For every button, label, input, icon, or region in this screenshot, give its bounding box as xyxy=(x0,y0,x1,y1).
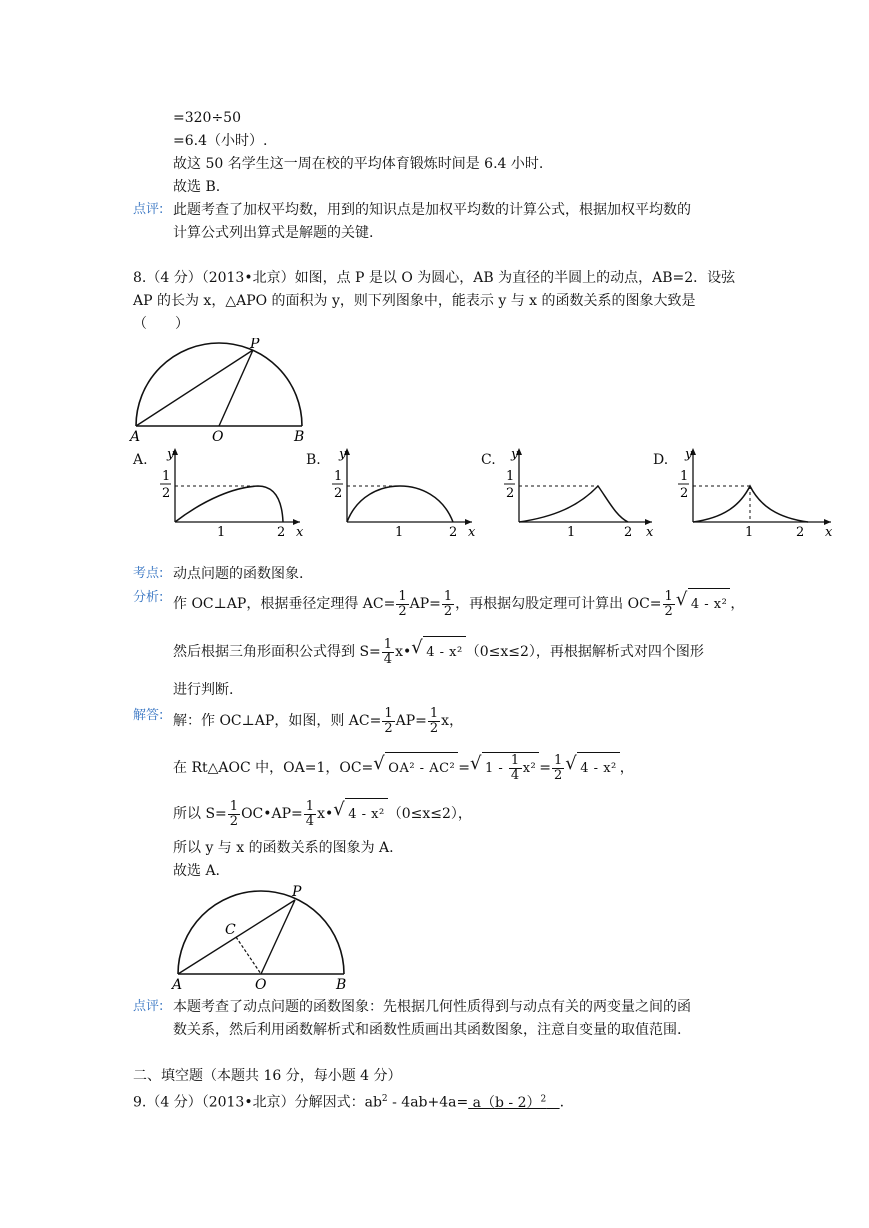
review-text-1: 此题考查了加权平均数，用到的知识点是加权平均数的计算公式，根据加权平均数的 xyxy=(173,202,691,218)
svg-text:y: y xyxy=(511,447,519,462)
fenxi-line-2: 然后根据三角形面积公式得到 S= $\frac{1}{4}$ x•√ 4 - x² （0≤x≤2），再根据解析式对四个图形 xyxy=(173,636,704,668)
jieda-line-2: 在 Rt△AOC 中，OA=1，OC=√ OA² - AC² =√ 1 - $\frac{1}{4}$ x² = $\frac{1}{2}$ √ 4 - x² ， xyxy=(173,752,634,784)
kaodian-tag: 考点: xyxy=(133,566,164,581)
review-8-text-1: 本题考查了动点问题的函数图象：先根据几何性质得到与动点有关的两变量之间的函 xyxy=(173,999,691,1015)
svg-text:O: O xyxy=(255,977,267,993)
svg-text:x: x xyxy=(825,525,833,540)
svg-text:2: 2 xyxy=(449,525,458,540)
review-tag: 点评: xyxy=(133,202,164,217)
conclusion-line: 故这 50 名学生这一周在校的平均体育锻炼时间是 6.4 小时. xyxy=(173,156,544,172)
option-c-label: C. xyxy=(481,452,496,468)
svg-text:2: 2 xyxy=(624,525,633,540)
question-9-answer: a（b - 2）$^2$ xyxy=(468,1094,547,1111)
svg-text:C: C xyxy=(225,922,236,938)
jieda-line-4: 所以 y 与 x 的函数关系的图象为 A. xyxy=(173,840,394,856)
semicircle-arc xyxy=(136,343,302,426)
fenxi-tag: 分析: xyxy=(133,590,164,605)
svg-text:1: 1 xyxy=(567,525,576,540)
option-b-label: B. xyxy=(306,452,321,468)
svg-text:y: y xyxy=(339,447,347,462)
svg-text:x: x xyxy=(468,525,476,540)
svg-text:2: 2 xyxy=(506,486,515,501)
jieda-line-1: 解：作 OC⊥AP，如图，则 AC= $\frac{1}{2}$ AP= $\frac{1}{2}$ x， xyxy=(173,705,464,736)
calc-line-2: =6.4（小时）. xyxy=(173,133,268,149)
section-2-title: 二、填空题（本题共 16 分，每小题 4 分） xyxy=(133,1068,402,1084)
answer-line: 故选 B. xyxy=(173,179,221,195)
svg-text:2: 2 xyxy=(162,486,171,501)
jieda-tag: 解答: xyxy=(133,708,164,723)
option-d-graph xyxy=(668,444,838,544)
kaodian-text: 动点问题的函数图象. xyxy=(173,566,304,582)
label-b: B xyxy=(294,429,305,445)
svg-text:1: 1 xyxy=(334,469,343,484)
label-p: P xyxy=(250,338,260,352)
label-o: O xyxy=(212,429,224,445)
fenxi-line-1: 作 OC⊥AP，根据垂径定理得 AC= $\frac{1}{2}$ AP= $\frac{1}{2}$ ，再根据勾股定理可计算出 OC= $\frac{1}{2}$ √ 4 - x² ， xyxy=(173,588,744,620)
fenxi-line-3: 进行判断. xyxy=(173,682,234,698)
review-8-tag: 点评: xyxy=(133,999,164,1014)
svg-text:1: 1 xyxy=(680,469,689,484)
svg-text:1: 1 xyxy=(217,525,226,540)
option-c-graph xyxy=(494,444,659,544)
svg-text:y: y xyxy=(685,447,693,462)
svg-text:1: 1 xyxy=(162,469,171,484)
svg-text:2: 2 xyxy=(277,525,286,540)
option-d-label: D. xyxy=(653,452,669,468)
semicircle-figure xyxy=(128,338,308,446)
svg-text:1: 1 xyxy=(745,525,754,540)
svg-text:1: 1 xyxy=(506,469,515,484)
svg-text:x: x xyxy=(646,525,654,540)
review-text-2: 计算公式列出算式是解题的关键. xyxy=(173,225,374,241)
question-8-line-3: （ ） xyxy=(133,316,189,332)
option-b-graph xyxy=(322,444,482,544)
review-8-text-2: 数关系，然后利用函数解析式和函数性质画出其函数图象，注意自变量的取值范围. xyxy=(173,1022,682,1038)
option-a-label: A. xyxy=(133,452,148,468)
svg-text:y: y xyxy=(167,447,175,462)
option-a-graph xyxy=(150,444,310,544)
jieda-line-3: 所以 S= $\frac{1}{2}$ OC•AP= $\frac{1}{4}$ x•√ 4 - x² （0≤x≤2）， xyxy=(173,798,472,830)
calc-line-1: =320÷50 xyxy=(173,110,241,126)
svg-text:A: A xyxy=(172,977,183,993)
svg-text:B: B xyxy=(336,977,347,993)
svg-text:x: x xyxy=(296,525,304,540)
svg-text:1: 1 xyxy=(395,525,404,540)
question-8-line-2: AP 的长为 x，△APO 的面积为 y，则下列图象中，能表示 y 与 x 的函数关系的图象大致是 xyxy=(133,293,696,309)
svg-text:2: 2 xyxy=(680,486,689,501)
semicircle-figure-with-c xyxy=(170,882,355,994)
question-8-line-1: 8.（4 分）（2013•北京）如图，点 P 是以 O 为圆心，AB 为直径的半圆上的动点，AB=2．设弦 xyxy=(133,270,736,286)
svg-text:2: 2 xyxy=(796,525,805,540)
label-a: A xyxy=(130,429,141,445)
question-9: 9.（4 分）（2013•北京）分解因式：$ab^2 - 4ab+4a= a(b - 2)^2$ . xyxy=(133,1094,565,1111)
jieda-line-5: 故选 A. xyxy=(173,863,221,879)
svg-text:2: 2 xyxy=(334,486,343,501)
svg-text:P: P xyxy=(292,884,302,900)
